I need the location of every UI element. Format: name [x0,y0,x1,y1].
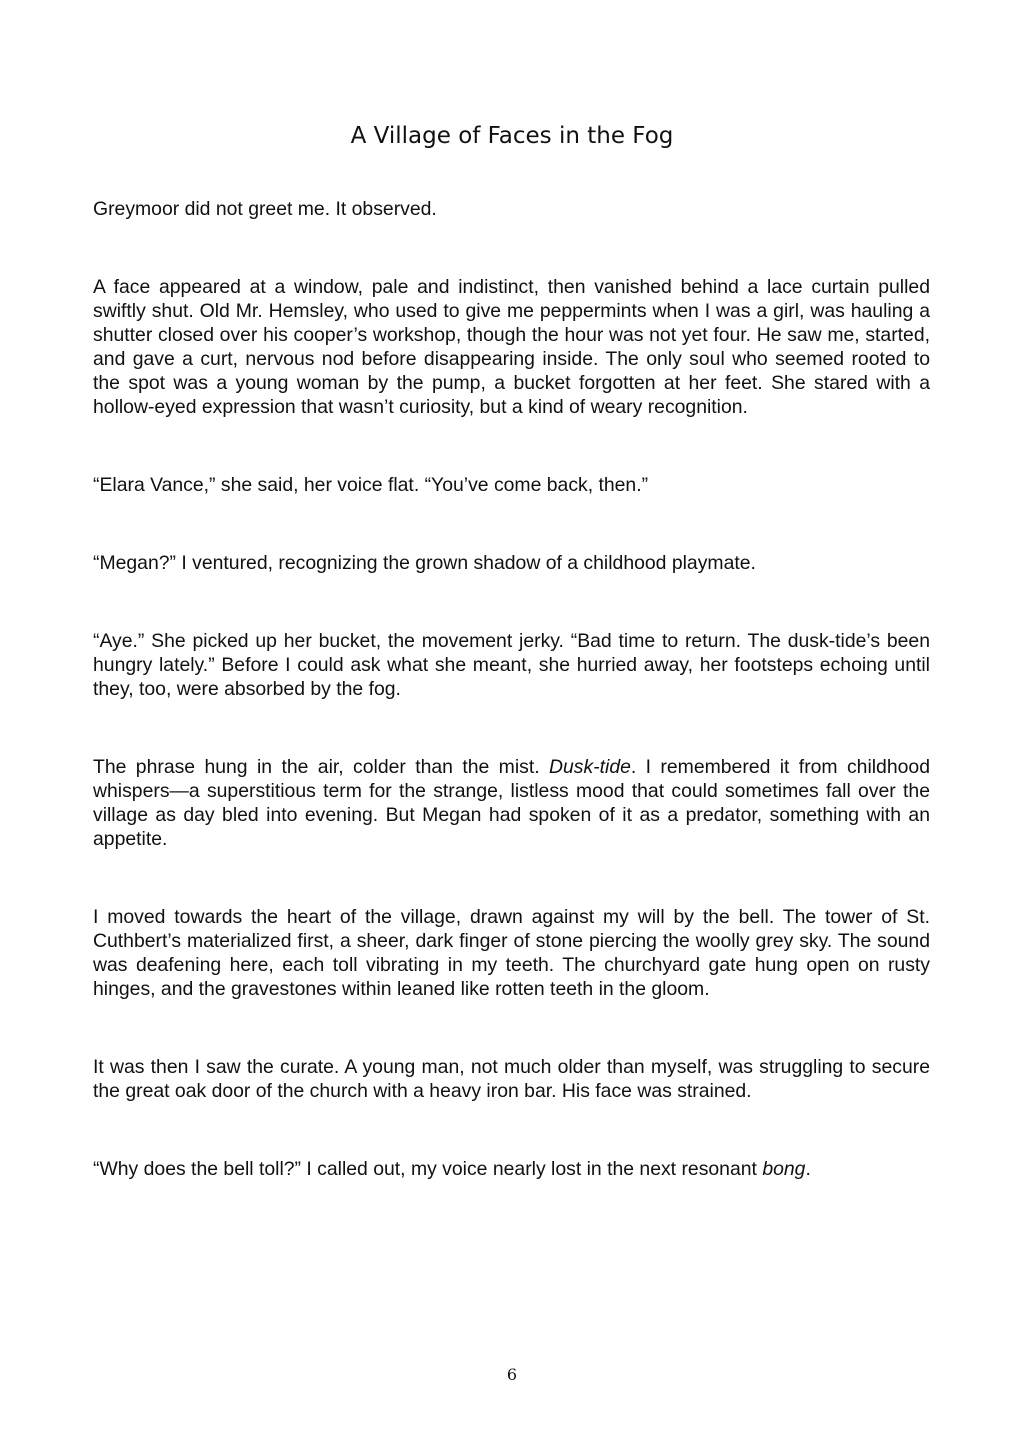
page-number: 6 [506,1365,518,1384]
text-segment: . I remembered it from childhood whispers—a superstitious term for the strange, listless mood that could sometimes fall over the village as day bled into evening. But Megan had spoken of it as a predator, something with an appetite. [93,756,930,850]
text-segment: “Megan?” I ventured, recognizing the grown shadow of a childhood playmate. [93,552,756,574]
paragraph [93,905,930,1001]
text-segment: I moved towards the heart of the village, drawn against my will by the bell. The tower of St. Cuthbert’s materialized first, a sheer, dark finger of stone piercing the woolly grey sky. The sound was deafening here, each toll vibrating in my teeth. The churchyard gate hung open on rusty hinges, and the gravestones within leaned like rotten teeth in the gloom. [93,906,930,1000]
text-segment: Greymoor did not greet me. It observed. [93,198,437,220]
paragraph [93,755,930,851]
paragraph [93,1055,930,1103]
text-segment: . [805,1158,811,1180]
paragraph [93,197,930,221]
paragraph [93,275,930,419]
paragraph [93,1157,930,1181]
body-text [93,197,930,1235]
chapter-title: A Village of Faces in the Fog [350,123,674,149]
text-segment: A face appeared at a window, pale and indistinct, then vanished behind a lace curtain pulled swiftly shut. Old Mr. Hemsley, who used to give me peppermints when I was a girl, was hauling a shutter closed over his cooper’s workshop, though the hour was not yet four. He saw me, started, and gave a curt, nervous nod before disappearing inside. The only soul who seemed rooted to the spot was a young woman by the pump, a bucket forgotten at her feet. She stared with a hollow-eyed expression that wasn’t curiosity, but a kind of weary recognition. [93,276,930,418]
paragraph [93,629,930,701]
text-segment: “Aye.” She picked up her bucket, the movement jerky. “Bad time to return. The dusk-tide’s been hungry lately.” Before I could ask what she meant, she hurried away, her footsteps echoing until they, too, were absorbed by the fog. [93,630,930,700]
italic-text: Dusk-tide [548,756,631,778]
text-segment: It was then I saw the curate. A young man, not much older than myself, was struggling to secure the great oak door of the church with a heavy iron bar. His face was strained. [93,1056,930,1102]
text-segment: “Why does the bell toll?” I called out, my voice nearly lost in the next resonant [93,1158,763,1180]
italic-text: bong [762,1158,806,1180]
paragraph [93,551,930,575]
text-segment: The phrase hung in the air, colder than the mist. [93,756,549,778]
text-segment: “Elara Vance,” she said, her voice flat. “You’ve come back, then.” [93,474,649,496]
paragraph [93,473,930,497]
